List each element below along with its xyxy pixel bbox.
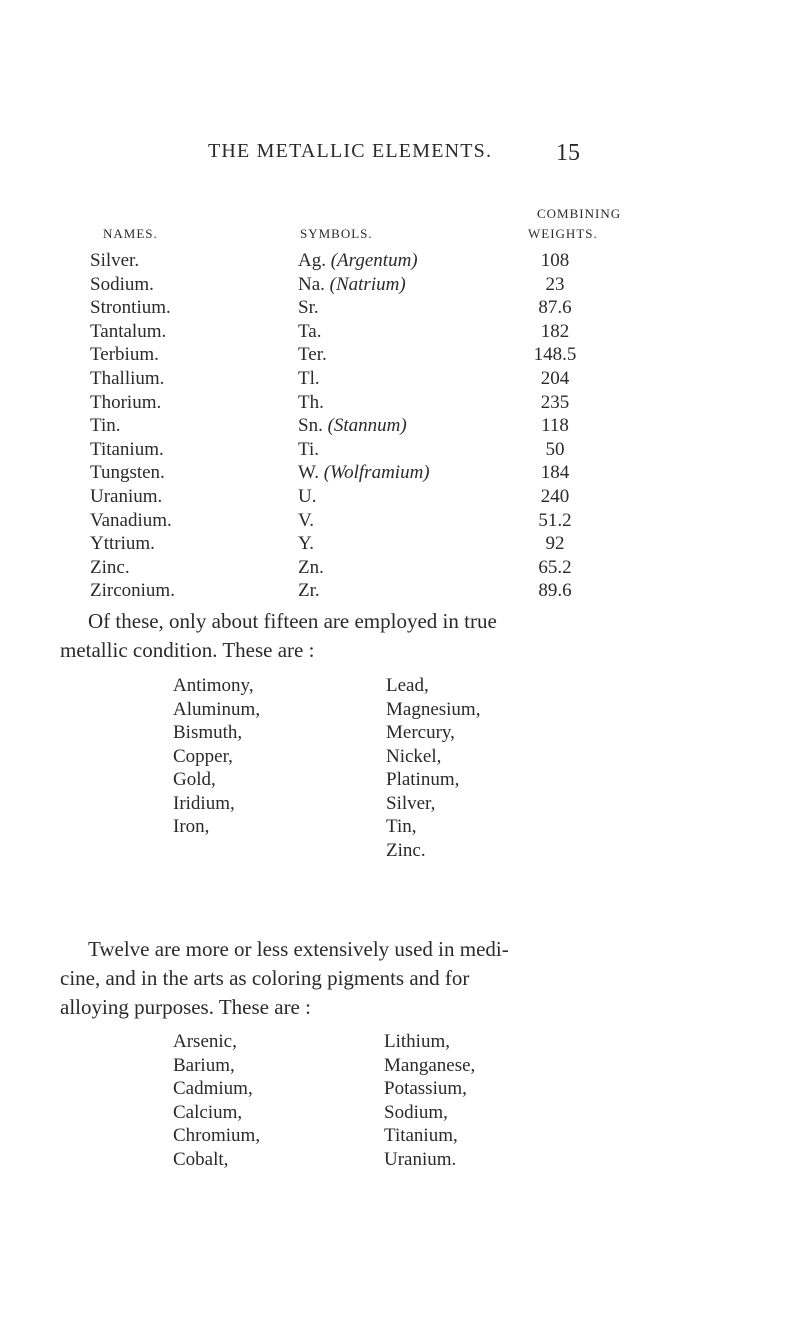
running-head bbox=[0, 140, 800, 170]
combining-weight: 89.6 bbox=[538, 580, 572, 602]
element-symbol-cell bbox=[298, 486, 316, 508]
metal-list-left bbox=[173, 674, 260, 839]
list-item: Zinc. bbox=[386, 839, 426, 861]
paragraph-medicine-arts bbox=[60, 935, 700, 1022]
combining-weight: 118 bbox=[541, 415, 569, 437]
element-symbol: Zr. bbox=[298, 580, 320, 602]
element-name: Uranium. bbox=[90, 485, 163, 507]
list-item: Cadmium, bbox=[173, 1078, 253, 1099]
table-row bbox=[0, 392, 800, 416]
combining-weight: 184 bbox=[540, 462, 570, 484]
paragraph-line: Twelve are more or less extensively used in medi- bbox=[88, 937, 509, 961]
element-symbol-cell bbox=[298, 274, 406, 296]
list-item: Bismuth, bbox=[173, 722, 243, 743]
list-item: Silver, bbox=[386, 792, 436, 814]
combining-weight: 23 bbox=[545, 273, 565, 295]
list-item: Mercury, bbox=[386, 722, 455, 743]
latin-name: (Stannum) bbox=[327, 415, 407, 437]
list-item: Titanium, bbox=[384, 1125, 458, 1146]
list-item: Magnesium, bbox=[386, 698, 481, 720]
element-symbol: Th. bbox=[298, 391, 324, 413]
element-name: Sodium. bbox=[90, 273, 154, 295]
element-name: Thorium. bbox=[90, 391, 162, 413]
element-symbol-cell bbox=[298, 250, 418, 272]
table-header bbox=[0, 205, 800, 245]
element-symbol-cell bbox=[298, 297, 319, 319]
combining-weight: 50 bbox=[545, 438, 565, 460]
element-name: Vanadium. bbox=[90, 509, 172, 531]
pigment-list-left bbox=[173, 1030, 260, 1171]
paragraph-line: alloying purposes. These are : bbox=[60, 995, 311, 1019]
table-row bbox=[0, 321, 800, 345]
element-symbol-cell bbox=[298, 580, 320, 602]
list-item: Lead, bbox=[386, 675, 429, 696]
paragraph-line: Of these, only about fifteen are employed in true bbox=[88, 609, 497, 633]
element-symbol: Y. bbox=[298, 533, 315, 555]
element-symbol: Ter. bbox=[298, 344, 327, 366]
combining-weight: 240 bbox=[540, 485, 570, 507]
table-row bbox=[0, 415, 800, 439]
combining-weight: 108 bbox=[540, 250, 570, 271]
paragraph-line: cine, and in the arts as coloring pigments and for bbox=[60, 966, 470, 990]
element-symbol: U. bbox=[298, 485, 317, 507]
combining-weight: 92 bbox=[545, 533, 565, 555]
list-item: Chromium, bbox=[173, 1125, 261, 1146]
latin-name: (Wolframium) bbox=[323, 462, 430, 484]
combining-weight: 87.6 bbox=[538, 297, 572, 319]
table-row bbox=[0, 274, 800, 298]
element-name: Zirconium. bbox=[90, 580, 175, 602]
element-name: Tungsten. bbox=[90, 462, 165, 484]
table-row bbox=[0, 486, 800, 510]
combining-weight: 148.5 bbox=[533, 344, 577, 366]
element-symbol-cell bbox=[298, 321, 321, 343]
element-symbol-cell bbox=[298, 510, 314, 532]
combining-weight: 235 bbox=[540, 391, 570, 413]
element-symbol: V. bbox=[298, 509, 315, 531]
element-symbol-cell bbox=[298, 462, 430, 484]
list-item: Lithium, bbox=[384, 1031, 450, 1052]
list-item: Nickel, bbox=[386, 745, 442, 767]
column-header-names: NAMES. bbox=[103, 226, 158, 241]
pigment-list-right bbox=[384, 1030, 475, 1171]
element-symbol: Tl. bbox=[298, 367, 320, 389]
combining-weight: 182 bbox=[540, 320, 570, 342]
element-symbol: Ag. bbox=[298, 250, 326, 271]
list-item: Calcium, bbox=[173, 1101, 243, 1123]
element-name: Tin. bbox=[90, 415, 121, 437]
table-row bbox=[0, 368, 800, 392]
element-table bbox=[0, 250, 800, 604]
list-item: Tin, bbox=[386, 816, 417, 837]
table-row bbox=[0, 344, 800, 368]
column-header-combining: COMBINING bbox=[537, 206, 622, 221]
element-name: Strontium. bbox=[90, 297, 171, 319]
table-row bbox=[0, 462, 800, 486]
table-row bbox=[0, 510, 800, 534]
table-row bbox=[0, 580, 800, 604]
element-symbol: Sn. bbox=[298, 415, 323, 437]
element-symbol: Ta. bbox=[298, 320, 322, 342]
table-row bbox=[0, 439, 800, 463]
list-item: Cobalt, bbox=[173, 1148, 229, 1170]
paragraph-line: metallic condition. These are : bbox=[60, 638, 315, 662]
element-symbol: Zn. bbox=[298, 556, 324, 578]
list-item: Gold, bbox=[173, 769, 216, 790]
combining-weight: 51.2 bbox=[538, 509, 572, 531]
element-symbol: Ti. bbox=[298, 438, 319, 460]
latin-name: (Natrium) bbox=[329, 273, 406, 295]
list-item: Arsenic, bbox=[173, 1031, 237, 1052]
metal-list-right bbox=[386, 674, 480, 862]
element-symbol-cell bbox=[298, 533, 314, 555]
table-row bbox=[0, 297, 800, 321]
list-item: Aluminum, bbox=[173, 698, 261, 720]
element-name: Silver. bbox=[90, 250, 140, 271]
list-item: Barium, bbox=[173, 1054, 235, 1076]
element-name: Titanium. bbox=[90, 438, 164, 460]
element-name: Tantalum. bbox=[90, 320, 167, 342]
element-name: Thallium. bbox=[90, 367, 165, 389]
column-header-symbols: SYMBOLS. bbox=[300, 226, 373, 241]
page-number: 15 bbox=[556, 140, 580, 166]
combining-weight: 204 bbox=[540, 367, 570, 389]
element-symbol-cell bbox=[298, 415, 407, 437]
combining-weight: 65.2 bbox=[538, 556, 572, 578]
element-symbol-cell bbox=[298, 344, 327, 366]
element-symbol-cell bbox=[298, 557, 324, 579]
element-symbol: Na. bbox=[298, 273, 325, 295]
table-row bbox=[0, 533, 800, 557]
element-symbol-cell bbox=[298, 368, 320, 390]
element-name: Zinc. bbox=[90, 556, 130, 578]
list-item: Iridium, bbox=[173, 792, 235, 814]
element-name: Yttrium. bbox=[90, 533, 155, 555]
table-row bbox=[0, 557, 800, 581]
list-item: Potassium, bbox=[384, 1078, 467, 1099]
list-item: Copper, bbox=[173, 745, 233, 767]
element-symbol: Sr. bbox=[298, 297, 319, 319]
element-symbol: W. bbox=[298, 462, 319, 484]
list-item: Manganese, bbox=[384, 1054, 476, 1076]
list-item: Antimony, bbox=[173, 675, 254, 696]
paragraph-true-metallic bbox=[60, 607, 700, 665]
list-item: Platinum, bbox=[386, 769, 460, 790]
latin-name: (Argentum) bbox=[330, 250, 418, 271]
element-symbol-cell bbox=[298, 439, 319, 461]
column-header-weights: WEIGHTS. bbox=[528, 226, 598, 241]
running-title: THE METALLIC ELEMENTS. bbox=[208, 140, 493, 162]
list-item: Sodium, bbox=[384, 1101, 448, 1123]
table-row bbox=[0, 250, 800, 274]
list-item: Uranium. bbox=[384, 1148, 457, 1170]
element-name: Terbium. bbox=[90, 344, 159, 366]
element-symbol-cell bbox=[298, 392, 324, 414]
list-item: Iron, bbox=[173, 816, 210, 837]
